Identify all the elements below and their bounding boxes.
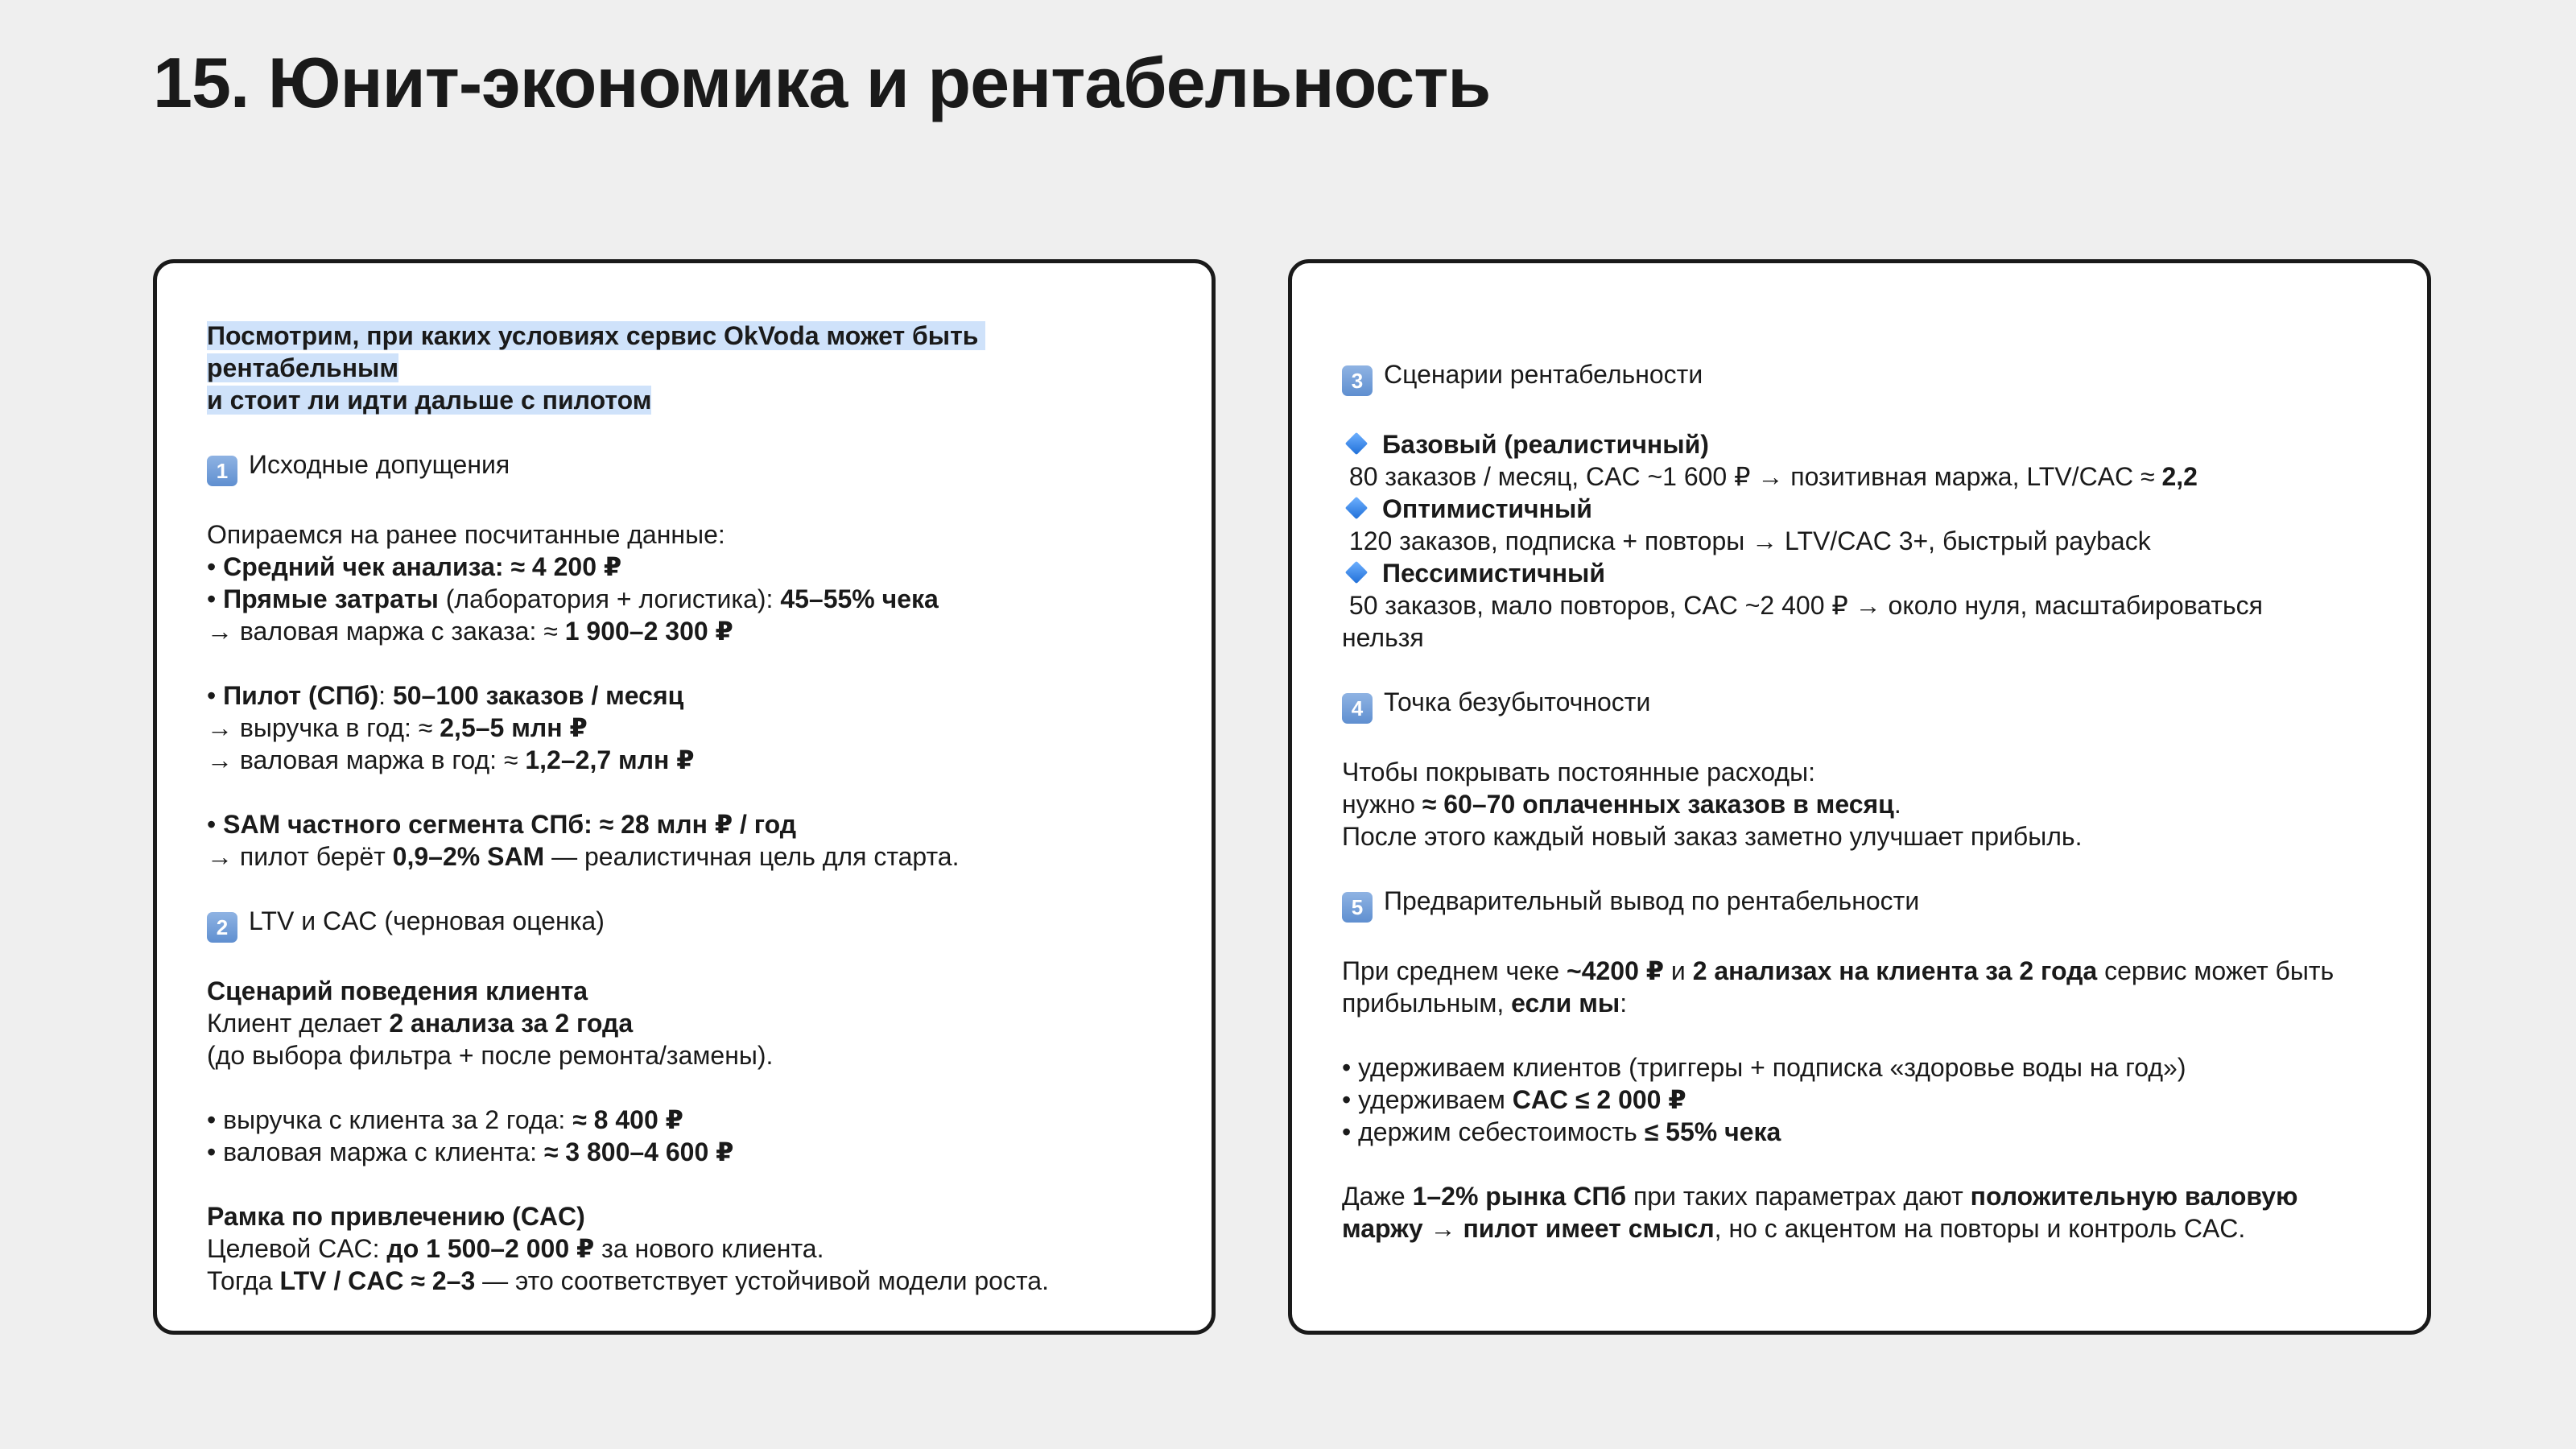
scenario-base-label xyxy=(1342,428,2388,460)
cac-tail: за нового клиента. xyxy=(594,1234,824,1263)
conclusion-e: сервис может быть xyxy=(2097,956,2334,985)
pes-text-1: 50 заказов, мало повторов, CAC ~2 400 ₽ → около нуля, масштабироваться xyxy=(1348,591,2263,620)
condition-bullet-1: • удерживаем клиентов (триггеры + подписка «здоровье воды на год») xyxy=(1342,1053,2186,1082)
keycap-2-icon: 2 xyxy=(207,912,237,943)
cac-heading: Рамка по привлечению (CAC) xyxy=(207,1202,585,1231)
base-value: 2,2 xyxy=(2161,462,2198,491)
blue-diamond-icon xyxy=(1345,432,1368,455)
scenario-opt-label xyxy=(1342,493,2388,525)
margin-order-line xyxy=(207,615,1173,647)
section-2-heading xyxy=(207,905,1173,943)
pilot-share-line xyxy=(207,840,1173,873)
revenue-year-value: 2,5–5 млн ₽ xyxy=(440,713,588,742)
opt-label: Оптимистичный xyxy=(1382,494,1592,523)
conclusion-line-2 xyxy=(1342,987,2388,1019)
pes-label: Пессимистичный xyxy=(1382,559,1606,588)
scenario-heading: Сценарий поведения клиента xyxy=(207,976,588,1005)
direct-costs-value: 45–55% чека xyxy=(780,584,939,613)
pilot-share-tail: — реалистичная цель для старта. xyxy=(544,842,960,871)
final-e: маржу → пилот имеет смысл xyxy=(1342,1214,1715,1243)
cac-line xyxy=(207,1232,1173,1265)
final-a: Даже xyxy=(1342,1182,1413,1211)
final-c: при таких параметрах дают xyxy=(1626,1182,1971,1211)
bullet3-value: ≤ 55% чека xyxy=(1644,1117,1781,1146)
conclusion-line-1 xyxy=(1342,955,2388,987)
scenario-pes-label xyxy=(1342,557,2388,589)
sam-line: • SAM частного сегмента СПб: ≈ 28 млн ₽ / год xyxy=(207,810,797,839)
ltv-tail: — это соответствует устойчивой модели роста. xyxy=(475,1266,1049,1295)
opt-text: 120 заказов, подписка + повторы → LTV/CAC 3+, быстрый payback xyxy=(1348,526,2151,555)
condition-bullet-2 xyxy=(1342,1084,2388,1116)
section-3-title: Сценарии рентабельности xyxy=(1384,360,1703,389)
avg-check-line: • Средний чек анализа: ≈ 4 200 ₽ xyxy=(207,552,622,581)
avg-check-label: Средний чек анализа xyxy=(223,552,495,581)
final-line-2 xyxy=(1342,1212,2388,1245)
final-d: положительную валовую xyxy=(1970,1182,2298,1211)
assumptions-lead: Опираемся на ранее посчитанные данные: xyxy=(207,520,725,549)
direct-costs-note: (лаборатория + логистика): xyxy=(438,584,781,613)
pilot-value: 50–100 заказов / месяц xyxy=(392,681,684,710)
base-text: 80 заказов / месяц, CAC ~1 600 ₽ → позитивная маржа, LTV/CAC ≈ xyxy=(1348,462,2162,491)
client-text: Клиент делает xyxy=(207,1009,390,1038)
margin-year-value: 1,2–2,7 млн ₽ xyxy=(525,745,695,774)
bullet3-text: • держим себестоимость xyxy=(1342,1117,1645,1146)
conclusion-g: если мы xyxy=(1511,989,1620,1018)
keycap-1-icon: 1 xyxy=(207,456,237,486)
intro-line xyxy=(207,320,1173,384)
client-line xyxy=(207,1007,1173,1039)
pilot-share-value: 0,9–2% SAM xyxy=(392,842,545,871)
ltv-value: LTV / CAC ≈ 2–3 xyxy=(279,1266,476,1295)
left-card xyxy=(153,259,1216,1335)
cac-text: Целевой CAC: xyxy=(207,1234,387,1263)
conclusion-b: ~4200 ₽ xyxy=(1567,956,1665,985)
avg-check-value: : ≈ 4 200 ₽ xyxy=(494,552,622,581)
section-5-title: Предварительный вывод по рентабельности xyxy=(1384,886,1920,915)
page-title: 15. Юнит-экономика и рентабельность xyxy=(153,43,1491,122)
margin-order-text: → валовая маржа с заказа: ≈ xyxy=(207,617,565,646)
intro-line xyxy=(207,384,1173,416)
right-card xyxy=(1288,259,2431,1335)
section-2-title: LTV и CAC (черновая оценка) xyxy=(249,906,605,935)
sam-value: : ≈ 28 млн ₽ / год xyxy=(584,810,797,839)
margin-client-line xyxy=(207,1136,1173,1168)
section-3-heading xyxy=(1342,358,2388,396)
scenario-pes-text-1 xyxy=(1342,589,2388,621)
section-4-heading xyxy=(1342,686,2388,724)
breakeven-line-2 xyxy=(1342,788,2388,820)
pilot-label: Пилот (СПб) xyxy=(223,681,379,710)
pilot-line: • Пилот (СПб): 50–100 заказов / месяц xyxy=(207,681,684,710)
section-1-heading xyxy=(207,448,1173,486)
scenario-pes-text-2: нельзя xyxy=(1342,623,1424,652)
scenario-opt-text xyxy=(1342,525,2388,557)
margin-year-line xyxy=(207,744,1173,776)
revenue-year-line xyxy=(207,712,1173,744)
ltv-line xyxy=(207,1265,1173,1297)
breakeven-line-3: После этого каждый новый заказ заметно улучшает прибыль. xyxy=(1342,822,2083,851)
margin-order-value: 1 900–2 300 ₽ xyxy=(564,617,733,646)
revenue-client-text: • выручка с клиента за 2 года: xyxy=(207,1105,573,1134)
direct-costs-label: Прямые затраты xyxy=(223,584,439,613)
base-label: Базовый (реалистичный) xyxy=(1382,430,1709,459)
breakeven-tail: . xyxy=(1893,790,1901,819)
sam-label: SAM частного сегмента СПб xyxy=(223,810,584,839)
intro-highlight-1: Посмотрим, при каких условиях сервис OkVoda может быть рентабельным xyxy=(207,321,986,382)
section-4-title: Точка безубыточности xyxy=(1384,687,1651,716)
breakeven-value: ≈ 60–70 оплаченных заказов в месяц xyxy=(1422,790,1894,819)
margin-client-text: • валовая маржа с клиента: xyxy=(207,1137,544,1166)
conclusion-h: : xyxy=(1620,989,1628,1018)
blue-diamond-icon xyxy=(1345,497,1368,519)
condition-bullet-3 xyxy=(1342,1116,2388,1148)
bullet2-value: CAC ≤ 2 000 ₽ xyxy=(1512,1085,1686,1114)
breakeven-line-1: Чтобы покрывать постоянные расходы: xyxy=(1342,758,1815,786)
margin-year-text: → валовая маржа в год: ≈ xyxy=(207,745,526,774)
conclusion-d: 2 анализах на клиента за 2 года xyxy=(1692,956,2098,985)
keycap-3-icon: 3 xyxy=(1342,365,1373,396)
pilot-share-text: → пилот берёт xyxy=(207,842,393,871)
client-note: (до выбора фильтра + после ремонта/замены). xyxy=(207,1041,774,1070)
bullet2-text: • удерживаем xyxy=(1342,1085,1513,1114)
conclusion-a: При среднем чеке xyxy=(1342,956,1567,985)
revenue-client-value: ≈ 8 400 ₽ xyxy=(572,1105,683,1134)
ltv-text: Тогда xyxy=(207,1266,280,1295)
right-card-content xyxy=(1292,263,2388,1245)
scenario-base-text xyxy=(1342,460,2388,493)
keycap-4-icon: 4 xyxy=(1342,693,1373,724)
revenue-client-line xyxy=(207,1104,1173,1136)
cac-value: до 1 500–2 000 ₽ xyxy=(386,1234,595,1263)
direct-costs-line: • Прямые затраты (лаборатория + логистика): 45–55% чека xyxy=(207,584,939,613)
intro-highlight-2: и стоит ли идти дальше с пилотом xyxy=(207,386,652,415)
conclusion-f: прибыльным, xyxy=(1342,989,1512,1018)
revenue-year-text: → выручка в год: ≈ xyxy=(207,713,440,742)
section-5-heading xyxy=(1342,885,2388,923)
left-card-content xyxy=(157,263,1173,1297)
conclusion-c: и xyxy=(1664,956,1693,985)
section-1-title: Исходные допущения xyxy=(249,450,510,479)
client-value: 2 анализа за 2 года xyxy=(389,1009,634,1038)
final-f: , но с акцентом на повторы и контроль CAC. xyxy=(1714,1214,2246,1243)
margin-client-value: ≈ 3 800–4 600 ₽ xyxy=(543,1137,734,1166)
blue-diamond-icon xyxy=(1345,561,1368,584)
keycap-5-icon: 5 xyxy=(1342,892,1373,923)
final-line-1 xyxy=(1342,1180,2388,1212)
final-b: 1–2% рынка СПб xyxy=(1412,1182,1627,1211)
breakeven-text: нужно xyxy=(1342,790,1422,819)
